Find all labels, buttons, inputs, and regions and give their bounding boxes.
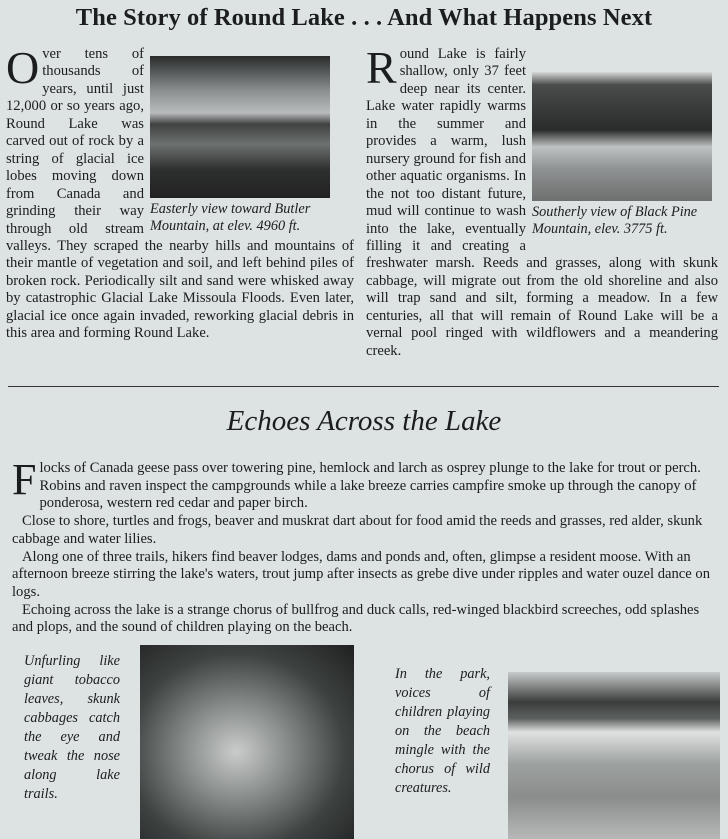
paragraph: Along one of three trails, hikers find beaver lodges, dams and ponds and, often, glimpse a resident moose. With an afternoon breeze stirring the lake's waters, trout jump after insects as grebe dive under ripples and water ouzel dance on logs. [12, 548, 710, 600]
drop-cap: F [12, 455, 37, 504]
caption-black-pine: Southerly view of Black Pine Mountain, elev. 3775 ft. [532, 204, 698, 238]
article-text: ver tens of thousands of years, until just 12,000 or so years ago, Round Lake was carved out of rock by a string of glacial ice lobes moving down from Canada and grinding their way through old stream valleys. They scraped the nearby hills and mountains of their mantle of vegetation and soil, and left behind piles of broken rock. Periodically silt and sand were whisked away by catastrophic Glacial Lake Missoula Floods. Even later, glacial ice once again invaded, reworking glacial debris in this area and forming Round Lake. [6, 46, 354, 342]
figure-butler-mountain [150, 46, 354, 236]
page-title: The Story of Round Lake . . . And What Happens Next [75, 4, 653, 31]
article-right-column [366, 42, 718, 360]
caption-butler-mountain: Easterly view toward Butler Mountain, at elev. 4960 ft. [150, 201, 311, 235]
photo-children-playing [508, 672, 720, 839]
drop-cap: R [366, 42, 397, 93]
paragraph: locks of Canada geese pass over towering pine, hemlock and larch as osprey plunge to the lake for trout or perch. Robins and raven inspect the campgrounds while a lake breeze carries campfire smoke up through the canopy of ponderosa, western red cedar and paper birch. [39, 460, 701, 512]
paragraph: Echoing across the lake is a strange chorus of bullfrog and duck calls, red-winged blackbird screeches, odd splashes and plops, and the sound of children playing on the beach. [12, 601, 700, 636]
drop-cap: O [6, 42, 40, 93]
photo-skunk-cabbage [140, 645, 354, 839]
section-heading: Echoes Across the Lake [226, 405, 502, 437]
article-text: ound Lake is fairly shallow, only 37 feet deep near its center. Lake water rapidly warms in the summer and provides a warm, lush nursery ground for fish and other aquatic organisms. In the not too distant future, mud will continue to wash into the lake, eventually filling it and creating a freshwater marsh. Reeds and grasses, along with skunk cabbage, will migrate out from the old shoreline and also will trap sand and silt, forming a meadow. In a few centuries, all that will remain of Round Lake will be a vernal pool ringed with wildflowers and a meandering creek. [366, 46, 718, 359]
divider [8, 386, 719, 387]
figure-black-pine [532, 46, 718, 239]
caption-children-playing: In the park, voices of children playing on the beach mingle with the chorus of wild creatures. [395, 666, 490, 796]
echoes-body [12, 455, 718, 637]
caption-skunk-cabbage: Unfurling like giant tobacco leaves, skunk cabbages catch the eye and tweak the nose along lake trails. [24, 653, 120, 802]
article-left-column [6, 42, 354, 343]
paragraph: Close to shore, turtles and frogs, beaver and muskrat dart about for food amid the reeds and grasses, red alder, skunk cabbage and water lilies. [12, 513, 703, 547]
photo-black-pine [532, 72, 712, 201]
photo-butler-mountain [150, 56, 330, 198]
